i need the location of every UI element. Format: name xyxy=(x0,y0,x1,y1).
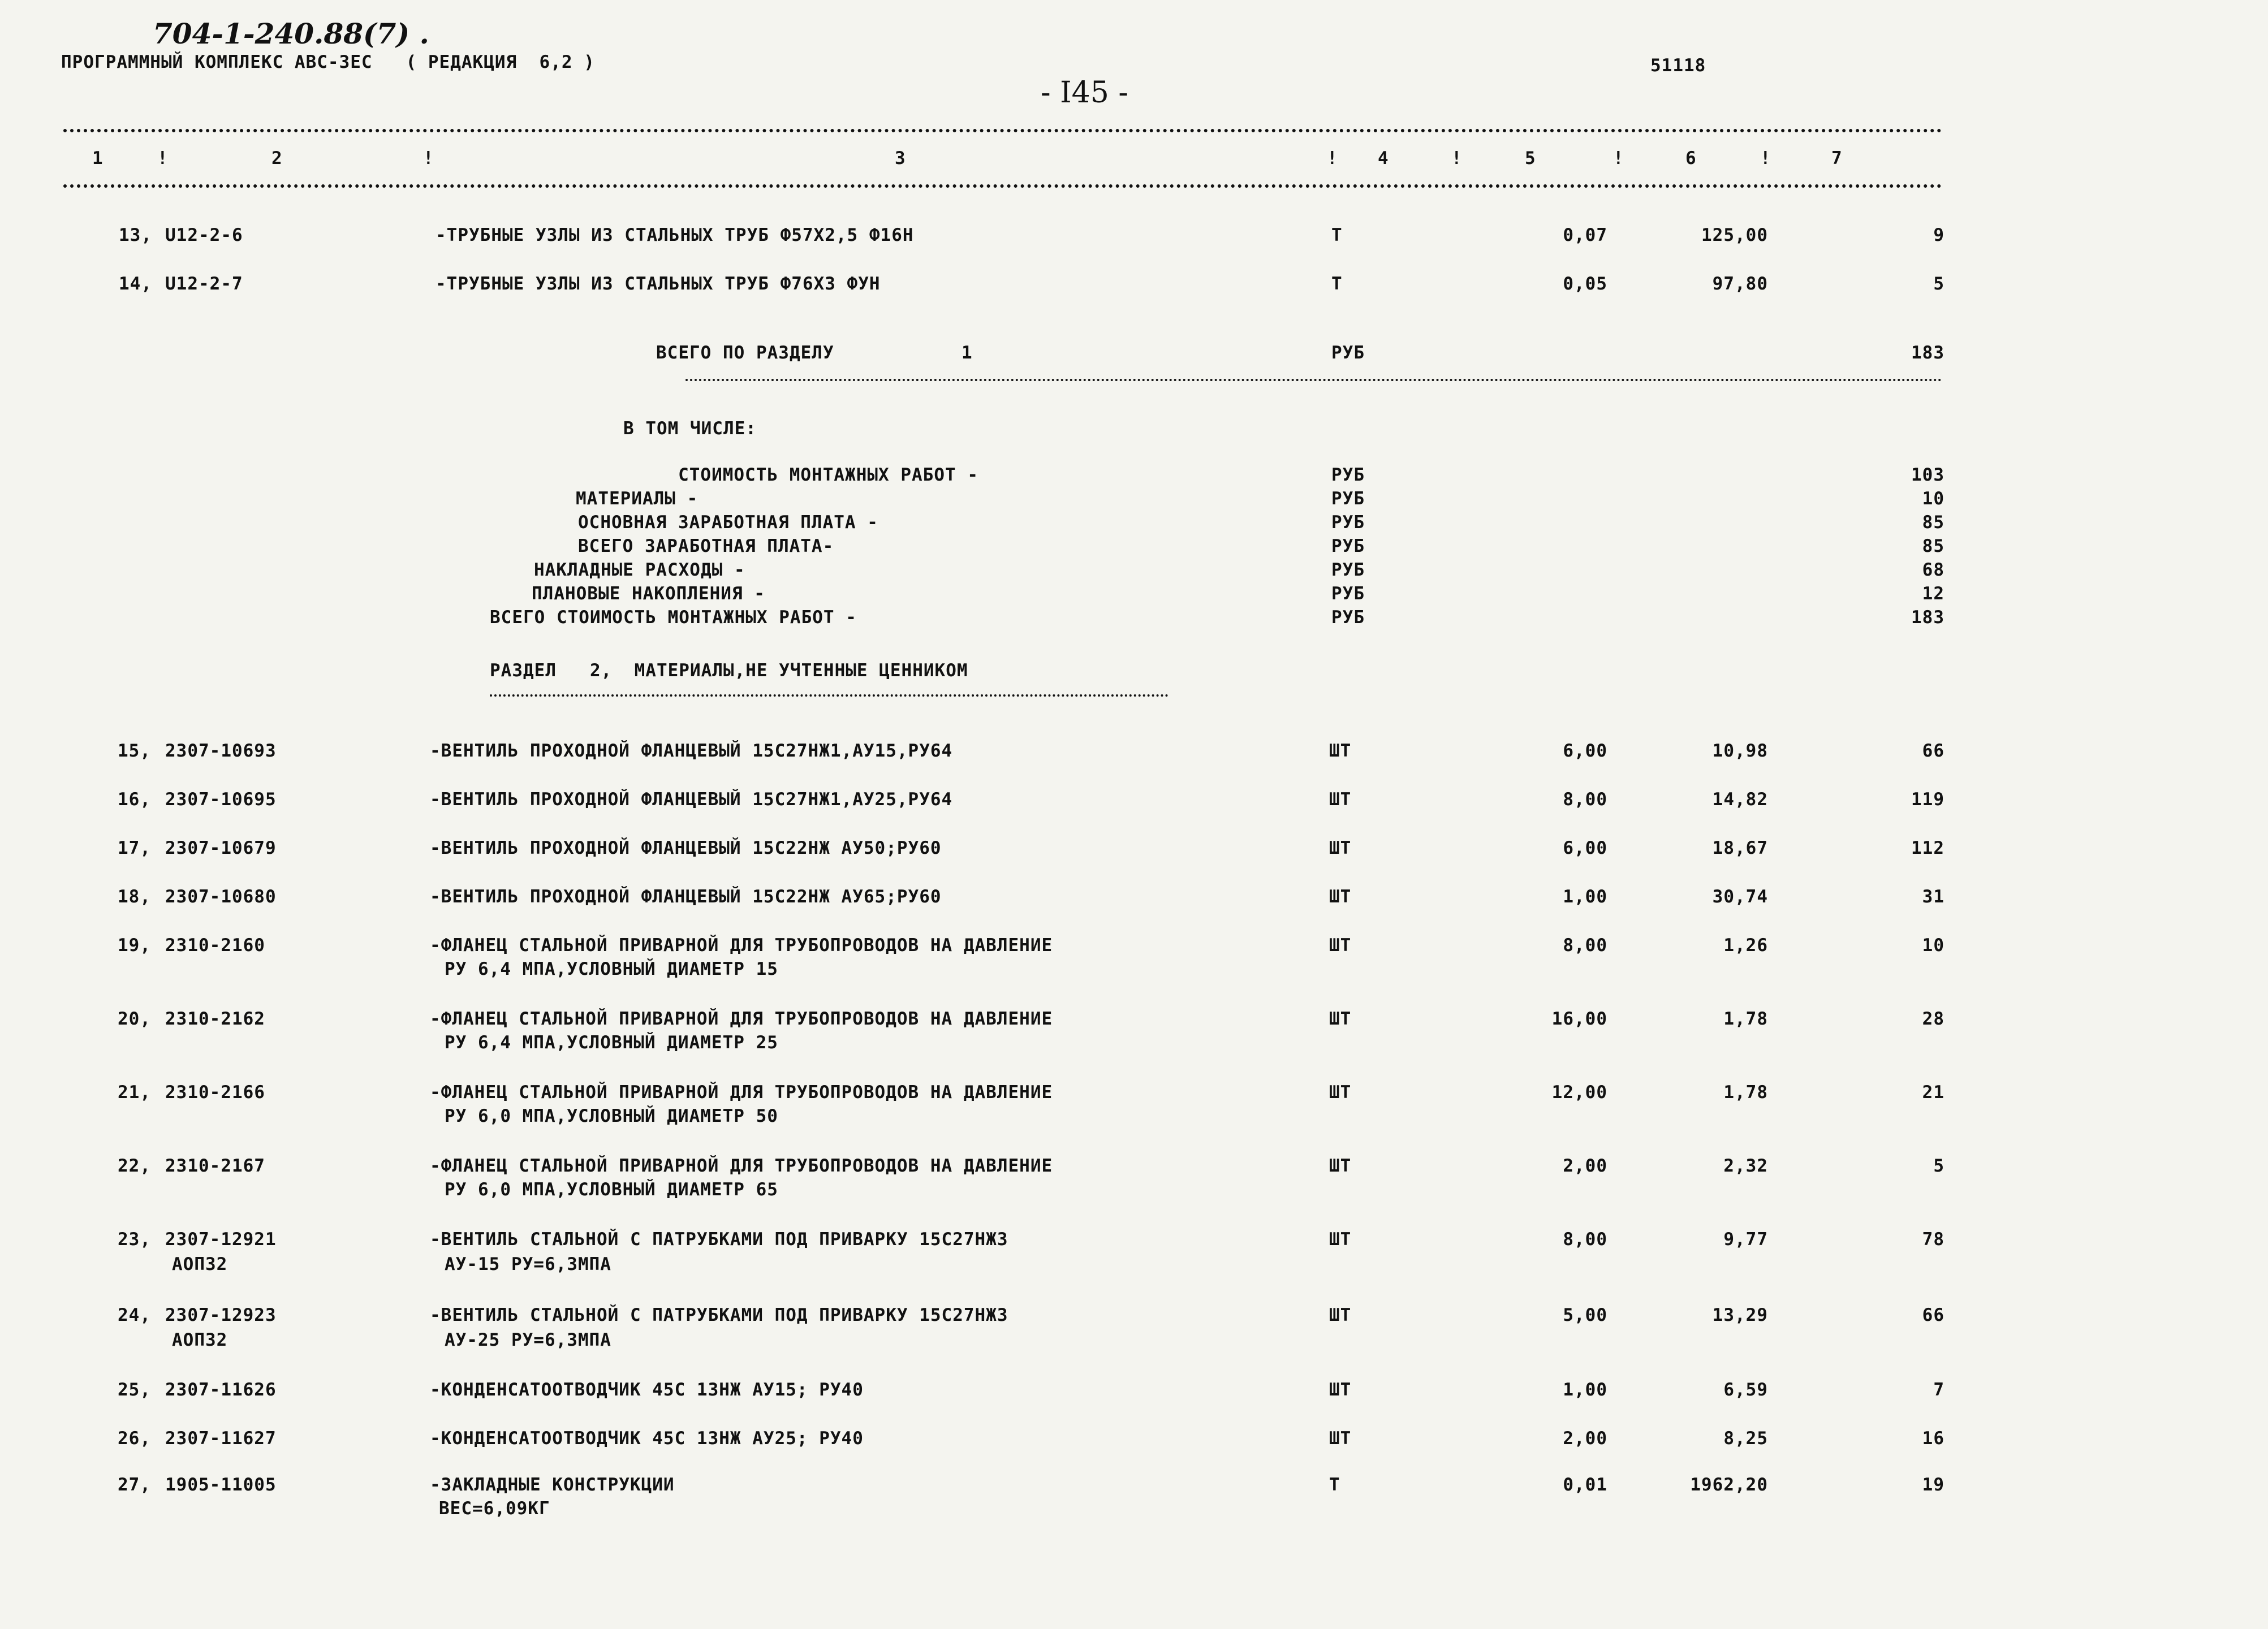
col-sep: ! xyxy=(423,148,434,168)
including-item-label: СТОИМОСТЬ МОНТАЖНЫХ РАБОТ - xyxy=(678,465,978,485)
row-desc: -ФЛАНЕЦ СТАЛЬНОЙ ПРИВАРНОЙ ДЛЯ ТРУБОПРОВОДОВ НА ДАВЛЕНИЕ xyxy=(430,935,1053,956)
row-code: 2307-11627 xyxy=(165,1428,277,1449)
row-num: 15, xyxy=(118,741,151,761)
row-num: 23, xyxy=(118,1229,151,1250)
row-price: 97,80 xyxy=(1712,274,1768,294)
row-total: 10 xyxy=(1922,935,1944,956)
row-price: 9,77 xyxy=(1723,1229,1768,1250)
including-item-value: 10 xyxy=(1922,489,1944,509)
row-unit: Т xyxy=(1331,274,1343,294)
row-unit: ШТ xyxy=(1329,741,1352,761)
program-line: ПРОГРАММНЫЙ КОМПЛЕКС АВС-3ЕС ( РЕДАКЦИЯ 6,2 ) xyxy=(61,52,595,72)
including-item-label: ВСЕГО ЗАРАБОТНАЯ ПЛАТА- xyxy=(578,536,834,556)
row-price: 1,78 xyxy=(1723,1009,1768,1029)
row-desc: -ВЕНТИЛЬ ПРОХОДНОЙ ФЛАНЦЕВЫЙ 15С22НЖ АУ65;РУ60 xyxy=(430,887,942,907)
row-code: 2307-10680 xyxy=(165,887,277,907)
row-num: 22, xyxy=(118,1156,151,1176)
row-qty: 5,00 xyxy=(1563,1305,1607,1325)
row-desc: -ФЛАНЕЦ СТАЛЬНОЙ ПРИВАРНОЙ ДЛЯ ТРУБОПРОВОДОВ НА ДАВЛЕНИЕ xyxy=(430,1009,1053,1029)
including-item-value: 85 xyxy=(1922,512,1944,533)
row-num: 24, xyxy=(118,1305,151,1325)
row-desc: -ТРУБНЫЕ УЗЛЫ ИЗ СТАЛЬНЫХ ТРУБ Ф76Х3 ФУН xyxy=(436,274,881,294)
row-qty: 6,00 xyxy=(1563,838,1607,858)
row-code: U12-2-7 xyxy=(165,274,243,294)
including-item-unit: РУБ xyxy=(1331,560,1365,580)
row-total: 112 xyxy=(1911,838,1944,858)
row-desc: -ЗАКЛАДНЫЕ КОНСТРУКЦИИ xyxy=(430,1475,675,1495)
row-unit: ШТ xyxy=(1329,838,1352,858)
including-item-value: 68 xyxy=(1922,560,1944,580)
page-number: - I45 - xyxy=(1041,76,1128,110)
row-qty: 6,00 xyxy=(1563,741,1607,761)
row-price: 30,74 xyxy=(1712,887,1768,907)
doc-code: 51118 xyxy=(1650,55,1706,76)
including-item-unit: РУБ xyxy=(1331,512,1365,533)
row-desc: -ВЕНТИЛЬ ПРОХОДНОЙ ФЛАНЦЕВЫЙ 15С27НЖ1,АУ15,РУ64 xyxy=(430,741,953,761)
row-unit: Т xyxy=(1329,1475,1340,1495)
row-price: 125,00 xyxy=(1701,225,1768,245)
row-qty: 8,00 xyxy=(1563,1229,1607,1250)
row-desc-cont: РУ 6,4 МПА,УСЛОВНЫЙ ДИАМЕТР 15 xyxy=(445,959,778,979)
row-total: 119 xyxy=(1911,789,1944,810)
row-qty: 0,05 xyxy=(1563,274,1607,294)
row-code: U12-2-6 xyxy=(165,225,243,245)
row-code: 2310-2160 xyxy=(165,935,265,956)
section2-title-rule xyxy=(490,694,1169,697)
header-top-rule xyxy=(63,129,1942,132)
col-header-7: 7 xyxy=(1831,148,1843,168)
row-code: 2310-2166 xyxy=(165,1082,265,1103)
row-desc-cont: РУ 6,0 МПА,УСЛОВНЫЙ ДИАМЕТР 50 xyxy=(445,1106,778,1126)
including-item-label: ПЛАНОВЫЕ НАКОПЛЕНИЯ - xyxy=(532,584,765,604)
row-price: 13,29 xyxy=(1712,1305,1768,1325)
row-qty: 16,00 xyxy=(1551,1009,1607,1029)
row-desc-cont: РУ 6,4 МПА,УСЛОВНЫЙ ДИАМЕТР 25 xyxy=(445,1032,778,1053)
row-code: 2307-12923 xyxy=(165,1305,277,1325)
row-total: 66 xyxy=(1922,741,1944,761)
row-price: 18,67 xyxy=(1712,838,1768,858)
row-desc: -ВЕНТИЛЬ СТАЛЬНОЙ С ПАТРУБКАМИ ПОД ПРИВАРКУ 15С27НЖ3 xyxy=(430,1229,1008,1250)
row-unit: ШТ xyxy=(1329,887,1352,907)
row-num: 27, xyxy=(118,1475,151,1495)
row-num: 17, xyxy=(118,838,151,858)
including-item-label: НАКЛАДНЫЕ РАСХОДЫ - xyxy=(534,560,745,580)
row-code: 2307-10693 xyxy=(165,741,277,761)
row-code: 1905-11005 xyxy=(165,1475,277,1495)
row-unit: ШТ xyxy=(1329,1156,1352,1176)
including-item-unit: РУБ xyxy=(1331,536,1365,556)
row-desc-cont: АУ-25 РУ=6,3МПА xyxy=(445,1330,611,1350)
row-total: 9 xyxy=(1933,225,1944,245)
header-bottom-rule xyxy=(63,184,1942,188)
row-qty: 2,00 xyxy=(1563,1428,1607,1449)
section2-title: РАЗДЕЛ 2, МАТЕРИАЛЫ,НЕ УЧТЕННЫЕ ЦЕННИКОМ xyxy=(490,660,968,681)
col-header-1: 1 xyxy=(92,148,104,168)
row-num: 26, xyxy=(118,1428,151,1449)
row-total: 5 xyxy=(1933,1156,1944,1176)
row-desc-cont: РУ 6,0 МПА,УСЛОВНЫЙ ДИАМЕТР 65 xyxy=(445,1179,778,1200)
row-code: 2307-10695 xyxy=(165,789,277,810)
row-total: 21 xyxy=(1922,1082,1944,1103)
row-desc-cont: АУ-15 РУ=6,3МПА xyxy=(445,1254,611,1274)
row-total: 19 xyxy=(1922,1475,1944,1495)
row-code: 2307-11626 xyxy=(165,1380,277,1400)
row-desc: -ТРУБНЫЕ УЗЛЫ ИЗ СТАЛЬНЫХ ТРУБ Ф57Х2,5 Ф16Н xyxy=(436,225,914,245)
row-total: 16 xyxy=(1922,1428,1944,1449)
row-unit: ШТ xyxy=(1329,1380,1352,1400)
row-unit: ШТ xyxy=(1329,1428,1352,1449)
row-unit: ШТ xyxy=(1329,1305,1352,1325)
row-qty: 1,00 xyxy=(1563,1380,1607,1400)
row-qty: 0,01 xyxy=(1563,1475,1607,1495)
row-desc: -ФЛАНЕЦ СТАЛЬНОЙ ПРИВАРНОЙ ДЛЯ ТРУБОПРОВОДОВ НА ДАВЛЕНИЕ xyxy=(430,1082,1053,1103)
including-item-value: 12 xyxy=(1922,584,1944,604)
row-num: 13, xyxy=(119,225,152,245)
including-item-unit: РУБ xyxy=(1331,584,1365,604)
including-item-unit: РУБ xyxy=(1331,465,1365,485)
col-sep: ! xyxy=(1451,148,1463,168)
row-price: 6,59 xyxy=(1723,1380,1768,1400)
including-item-value: 103 xyxy=(1911,465,1944,485)
col-sep: ! xyxy=(157,148,169,168)
row-qty: 1,00 xyxy=(1563,887,1607,907)
row-num: 20, xyxy=(118,1009,151,1029)
section-total-number: 1 xyxy=(961,343,973,363)
row-code: 2310-2162 xyxy=(165,1009,265,1029)
col-header-6: 6 xyxy=(1685,148,1697,168)
section-total-label: ВСЕГО ПО РАЗДЕЛУ xyxy=(656,343,834,363)
including-item-label: ВСЕГО СТОИМОСТЬ МОНТАЖНЫХ РАБОТ - xyxy=(490,607,857,628)
row-price: 2,32 xyxy=(1723,1156,1768,1176)
row-unit: ШТ xyxy=(1329,1229,1352,1250)
col-header-4: 4 xyxy=(1378,148,1389,168)
row-unit: ШТ xyxy=(1329,1009,1352,1029)
col-header-2: 2 xyxy=(271,148,283,168)
section-total-value: 183 xyxy=(1911,343,1944,363)
row-total: 66 xyxy=(1922,1305,1944,1325)
row-num: 19, xyxy=(118,935,151,956)
col-sep: ! xyxy=(1327,148,1338,168)
row-desc: -ФЛАНЕЦ СТАЛЬНОЙ ПРИВАРНОЙ ДЛЯ ТРУБОПРОВОДОВ НА ДАВЛЕНИЕ xyxy=(430,1156,1053,1176)
including-item-unit: РУБ xyxy=(1331,489,1365,509)
col-sep: ! xyxy=(1760,148,1771,168)
row-total: 28 xyxy=(1922,1009,1944,1029)
row-num: 21, xyxy=(118,1082,151,1103)
including-item-unit: РУБ xyxy=(1331,607,1365,628)
row-total: 78 xyxy=(1922,1229,1944,1250)
row-num: 16, xyxy=(118,789,151,810)
including-item-value: 183 xyxy=(1911,607,1944,628)
including-item-label: ОСНОВНАЯ ЗАРАБОТНАЯ ПЛАТА - xyxy=(578,512,878,533)
row-desc: -КОНДЕНСАТООТВОДЧИК 45С 13НЖ АУ25; РУ40 xyxy=(430,1428,864,1449)
row-code: 2307-12921 xyxy=(165,1229,277,1250)
row-desc: -ВЕНТИЛЬ ПРОХОДНОЙ ФЛАНЦЕВЫЙ 15С22НЖ АУ50;РУ60 xyxy=(430,838,942,858)
section-total-unit: РУБ xyxy=(1331,343,1365,363)
row-qty: 0,07 xyxy=(1563,225,1607,245)
row-price: 1962,20 xyxy=(1690,1475,1768,1495)
row-num: 18, xyxy=(118,887,151,907)
col-header-3: 3 xyxy=(895,148,906,168)
row-unit: ШТ xyxy=(1329,935,1352,956)
row-price: 1,26 xyxy=(1723,935,1768,956)
row-code: 2307-10679 xyxy=(165,838,277,858)
row-qty: 2,00 xyxy=(1563,1156,1607,1176)
row-qty: 8,00 xyxy=(1563,935,1607,956)
row-desc: -ВЕНТИЛЬ СТАЛЬНОЙ С ПАТРУБКАМИ ПОД ПРИВАРКУ 15С27НЖ3 xyxy=(430,1305,1008,1325)
row-qty: 12,00 xyxy=(1551,1082,1607,1103)
row-price: 1,78 xyxy=(1723,1082,1768,1103)
row-code: 2310-2167 xyxy=(165,1156,265,1176)
row-code-cont: АОП32 xyxy=(172,1330,228,1350)
col-header-5: 5 xyxy=(1525,148,1536,168)
row-desc: -ВЕНТИЛЬ ПРОХОДНОЙ ФЛАНЦЕВЫЙ 15С27НЖ1,АУ25,РУ64 xyxy=(430,789,953,810)
including-label: В ТОМ ЧИСЛЕ: xyxy=(623,418,757,439)
row-total: 5 xyxy=(1933,274,1944,294)
row-price: 14,82 xyxy=(1712,789,1768,810)
col-sep: ! xyxy=(1613,148,1624,168)
section-total-rule xyxy=(685,379,1942,381)
row-unit: ШТ xyxy=(1329,1082,1352,1103)
row-desc: -КОНДЕНСАТООТВОДЧИК 45С 13НЖ АУ15; РУ40 xyxy=(430,1380,864,1400)
row-price: 10,98 xyxy=(1712,741,1768,761)
row-num: 25, xyxy=(118,1380,151,1400)
row-code-cont: АОП32 xyxy=(172,1254,228,1274)
handwritten-code: 704-1-240.88(7) . xyxy=(153,17,429,50)
including-item-value: 85 xyxy=(1922,536,1944,556)
row-unit: Т xyxy=(1331,225,1343,245)
row-unit: ШТ xyxy=(1329,789,1352,810)
row-total: 7 xyxy=(1933,1380,1944,1400)
including-item-label: МАТЕРИАЛЫ - xyxy=(576,489,698,509)
row-desc-cont: ВЕС=6,09КГ xyxy=(439,1498,550,1519)
row-qty: 8,00 xyxy=(1563,789,1607,810)
row-total: 31 xyxy=(1922,887,1944,907)
row-num: 14, xyxy=(119,274,152,294)
row-price: 8,25 xyxy=(1723,1428,1768,1449)
